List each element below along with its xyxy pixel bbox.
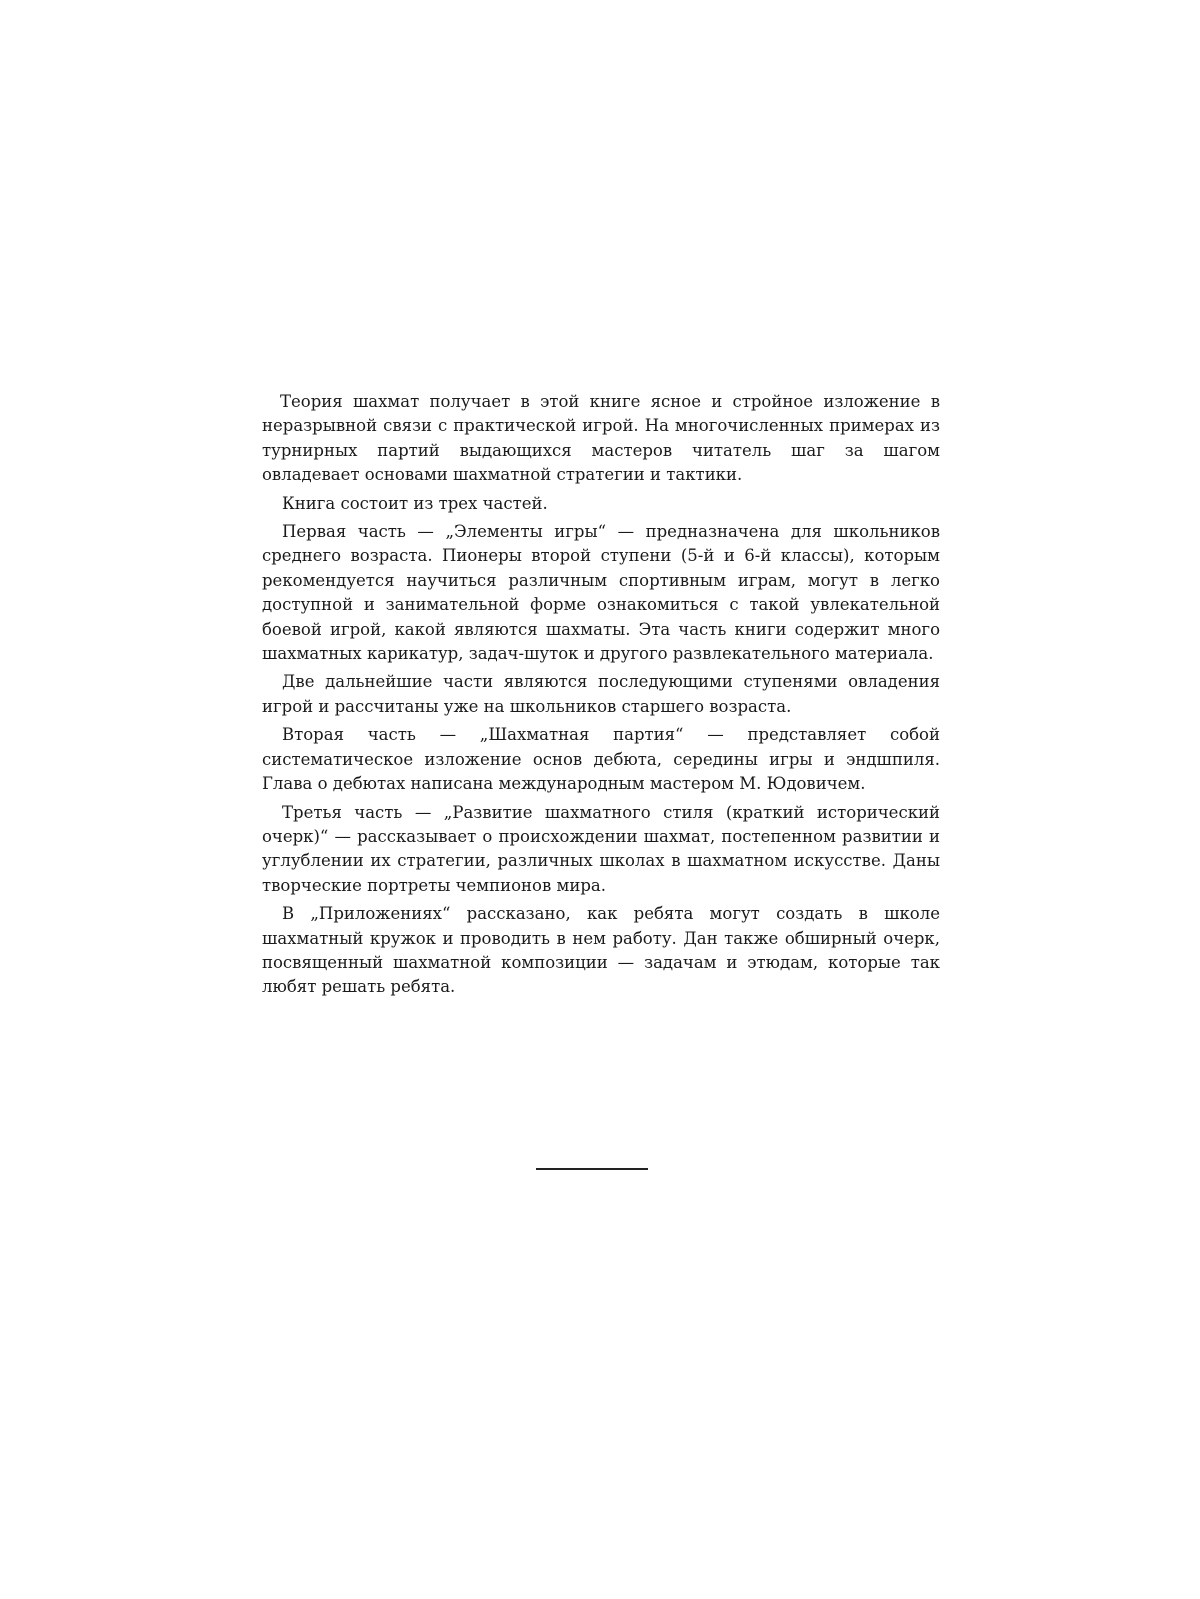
annotation-text [262,390,940,1004]
section-divider [536,1168,648,1170]
paragraph-intro: Теория шахмат получает в этой книге ясное и стройное изложение в неразрывной связи с практической игрой. На многочисленных примерах из турнирных партий выдающихся мастеров читатель шаг за шагом овладевает основами шахматной стратегии и тактики. [262,392,940,485]
paragraph-part-three: Третья часть — „Развитие шахматного стиля (краткий исторический очерк)“ — рассказывает о происхождении шахмат, постепенном развитии и углублении их стратегии, различных школах в шахматном искусстве. Даны творческие портреты чемпионов мира. [262,802,940,895]
paragraph-part-two: Вторая часть — „Шахматная партия“ — представляет собой систематическое изложение основ дебюта, середины игры и эндшпиля. Глава о дебютах написана международным мастером М. Юдовичем. [262,725,940,794]
paragraph-further-parts: Две дальнейшие части являются последующими ступенями овладения игрой и рассчитаны уже на школьников старшего возраста. [262,672,940,716]
paragraph-appendices: В „Приложениях“ рассказано, как ребята могут создать в школе шахматный кружок и проводить в нем работу. Дан также обширный очерк, посвященный шахматной композиции — задачам и этюдам, которые так любят решать ребята. [262,904,940,997]
paragraph-structure: Книга состоит из трех частей. [282,493,548,513]
paragraph-part-one: Первая часть — „Элементы игры“ — предназначена для школьников среднего возраста. Пионеры второй ступени (5-й и 6-й классы), которым рекомендуется научиться различным спортивным играм, могут в легко доступной и занимательной форме ознакомиться с такой увлекательной боевой игрой, какой являются шахматы. Эта часть книги содержит много шахматных карикатур, задач-шуток и другого развлекательного материала. [262,522,940,664]
